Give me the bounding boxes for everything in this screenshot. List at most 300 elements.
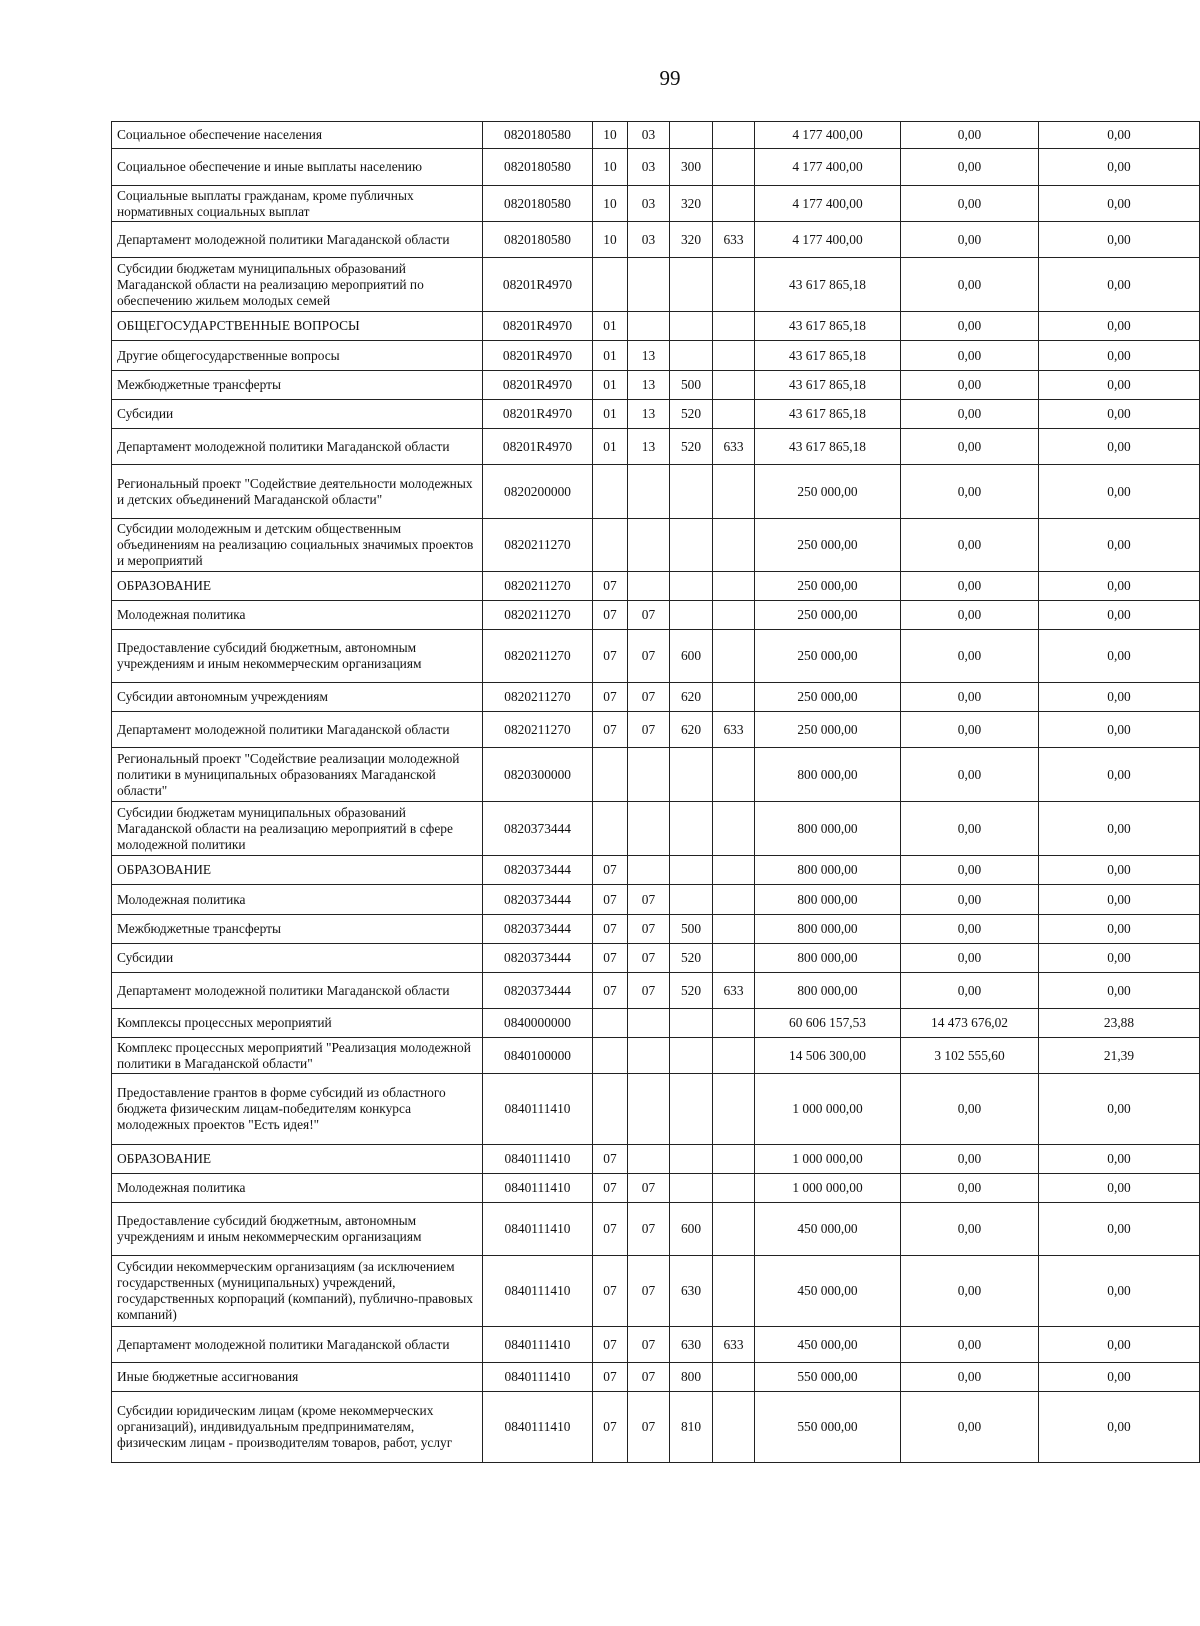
- cell-target-code: 08201R4970: [483, 400, 593, 429]
- cell-planned: 43 617 865,18: [755, 258, 901, 312]
- cell-planned: 450 000,00: [755, 1327, 901, 1363]
- cell-target-code: 0820211270: [483, 683, 593, 712]
- cell-subsection: 07: [628, 1363, 670, 1392]
- cell-name: Молодежная политика: [112, 885, 483, 915]
- cell-percent: 0,00: [1039, 1392, 1200, 1463]
- cell-section: [593, 258, 628, 312]
- cell-target-code: 0840111410: [483, 1256, 593, 1327]
- cell-target-code: 0820300000: [483, 748, 593, 802]
- table-row: [112, 683, 1200, 712]
- cell-expense-type: 630: [670, 1327, 713, 1363]
- cell-target-code: 08201R4970: [483, 341, 593, 371]
- cell-section: 07: [593, 1203, 628, 1256]
- cell-admin-code: [713, 1363, 755, 1392]
- cell-subsection: [628, 572, 670, 601]
- cell-name: ОБРАЗОВАНИЕ: [112, 1145, 483, 1174]
- cell-percent: 0,00: [1039, 856, 1200, 885]
- cell-name: Предоставление субсидий бюджетным, автономным учреждениям и иным некоммерческим организациям: [112, 1203, 483, 1256]
- cell-executed: 0,00: [901, 1074, 1039, 1145]
- cell-section: 07: [593, 630, 628, 683]
- cell-planned: 550 000,00: [755, 1392, 901, 1463]
- cell-subsection: 13: [628, 429, 670, 465]
- cell-percent: 0,00: [1039, 1074, 1200, 1145]
- cell-executed: 0,00: [901, 341, 1039, 371]
- cell-name: Комплекс процессных мероприятий "Реализация молодежной политики в Магаданской области": [112, 1038, 483, 1074]
- cell-executed: 0,00: [901, 856, 1039, 885]
- cell-executed: 0,00: [901, 802, 1039, 856]
- cell-section: 07: [593, 1327, 628, 1363]
- table-row: [112, 1363, 1200, 1392]
- cell-admin-code: [713, 519, 755, 572]
- cell-name: Субсидии бюджетам муниципальных образований Магаданской области на реализацию мероприятий в сфере молодежной политики: [112, 802, 483, 856]
- cell-planned: 43 617 865,18: [755, 341, 901, 371]
- cell-expense-type: 520: [670, 400, 713, 429]
- cell-target-code: 0840100000: [483, 1038, 593, 1074]
- cell-admin-code: 633: [713, 222, 755, 258]
- cell-subsection: 07: [628, 973, 670, 1009]
- cell-name: Департамент молодежной политики Магаданской области: [112, 1327, 483, 1363]
- cell-executed: 14 473 676,02: [901, 1009, 1039, 1038]
- cell-planned: 800 000,00: [755, 748, 901, 802]
- cell-percent: 0,00: [1039, 519, 1200, 572]
- cell-executed: 0,00: [901, 973, 1039, 1009]
- cell-expense-type: 800: [670, 1363, 713, 1392]
- cell-admin-code: [713, 601, 755, 630]
- cell-target-code: 0820211270: [483, 601, 593, 630]
- cell-name: Региональный проект "Содействие реализации молодежной политики в муниципальных образованиях Магаданской области": [112, 748, 483, 802]
- cell-executed: 0,00: [901, 465, 1039, 519]
- cell-planned: 450 000,00: [755, 1256, 901, 1327]
- cell-admin-code: 633: [713, 429, 755, 465]
- table-row: [112, 341, 1200, 371]
- cell-planned: 800 000,00: [755, 885, 901, 915]
- cell-percent: 23,88: [1039, 1009, 1200, 1038]
- cell-name: Субсидии: [112, 400, 483, 429]
- cell-percent: 0,00: [1039, 748, 1200, 802]
- cell-admin-code: [713, 630, 755, 683]
- cell-executed: 0,00: [901, 122, 1039, 149]
- table-row: [112, 122, 1200, 149]
- cell-executed: 0,00: [901, 601, 1039, 630]
- table-row: [112, 1256, 1200, 1327]
- cell-percent: 0,00: [1039, 1174, 1200, 1203]
- cell-section: [593, 519, 628, 572]
- cell-percent: 0,00: [1039, 400, 1200, 429]
- table-row: [112, 1009, 1200, 1038]
- cell-section: 10: [593, 186, 628, 222]
- table-row: [112, 802, 1200, 856]
- table-row: [112, 1203, 1200, 1256]
- cell-subsection: 07: [628, 1174, 670, 1203]
- cell-section: 01: [593, 429, 628, 465]
- cell-expense-type: 500: [670, 371, 713, 400]
- cell-admin-code: 633: [713, 1327, 755, 1363]
- cell-name: Иные бюджетные ассигнования: [112, 1363, 483, 1392]
- cell-target-code: 0820180580: [483, 149, 593, 186]
- cell-subsection: 07: [628, 601, 670, 630]
- cell-section: 07: [593, 1363, 628, 1392]
- cell-name: Межбюджетные трансферты: [112, 915, 483, 944]
- cell-subsection: [628, 1038, 670, 1074]
- cell-planned: 14 506 300,00: [755, 1038, 901, 1074]
- cell-section: 07: [593, 885, 628, 915]
- cell-subsection: 13: [628, 400, 670, 429]
- cell-percent: 21,39: [1039, 1038, 1200, 1074]
- cell-section: 01: [593, 341, 628, 371]
- cell-name: Социальное обеспечение населения: [112, 122, 483, 149]
- table-row: [112, 885, 1200, 915]
- cell-section: 07: [593, 856, 628, 885]
- cell-target-code: 08201R4970: [483, 258, 593, 312]
- cell-admin-code: [713, 371, 755, 400]
- cell-target-code: 08201R4970: [483, 429, 593, 465]
- cell-planned: 43 617 865,18: [755, 312, 901, 341]
- cell-section: 07: [593, 572, 628, 601]
- cell-planned: 43 617 865,18: [755, 400, 901, 429]
- cell-planned: 43 617 865,18: [755, 429, 901, 465]
- cell-section: 10: [593, 222, 628, 258]
- cell-target-code: 08201R4970: [483, 371, 593, 400]
- cell-target-code: 0840111410: [483, 1363, 593, 1392]
- cell-subsection: [628, 1074, 670, 1145]
- cell-executed: 0,00: [901, 429, 1039, 465]
- cell-executed: 0,00: [901, 1203, 1039, 1256]
- cell-section: [593, 1038, 628, 1074]
- cell-planned: 550 000,00: [755, 1363, 901, 1392]
- cell-executed: 0,00: [901, 1174, 1039, 1203]
- cell-percent: 0,00: [1039, 371, 1200, 400]
- cell-executed: 0,00: [901, 1145, 1039, 1174]
- cell-expense-type: 520: [670, 429, 713, 465]
- cell-admin-code: [713, 802, 755, 856]
- cell-executed: 0,00: [901, 258, 1039, 312]
- table-row: [112, 601, 1200, 630]
- cell-subsection: [628, 519, 670, 572]
- cell-name: Субсидии автономным учреждениям: [112, 683, 483, 712]
- cell-name: Другие общегосударственные вопросы: [112, 341, 483, 371]
- cell-percent: 0,00: [1039, 258, 1200, 312]
- cell-expense-type: [670, 1174, 713, 1203]
- cell-name: Региональный проект "Содействие деятельности молодежных и детских объединений Магаданской области": [112, 465, 483, 519]
- table-row: [112, 186, 1200, 222]
- cell-planned: 250 000,00: [755, 712, 901, 748]
- cell-admin-code: [713, 258, 755, 312]
- cell-target-code: 0840111410: [483, 1145, 593, 1174]
- table-row: [112, 1074, 1200, 1145]
- cell-section: 07: [593, 712, 628, 748]
- cell-expense-type: [670, 572, 713, 601]
- table-row: [112, 371, 1200, 400]
- cell-planned: 250 000,00: [755, 601, 901, 630]
- cell-section: 07: [593, 973, 628, 1009]
- cell-expense-type: [670, 856, 713, 885]
- cell-admin-code: [713, 149, 755, 186]
- cell-percent: 0,00: [1039, 1145, 1200, 1174]
- cell-section: 07: [593, 601, 628, 630]
- cell-expense-type: [670, 1145, 713, 1174]
- cell-executed: 0,00: [901, 1363, 1039, 1392]
- cell-subsection: 07: [628, 712, 670, 748]
- cell-name: Департамент молодежной политики Магаданской области: [112, 973, 483, 1009]
- cell-name: Социальные выплаты гражданам, кроме публичных нормативных социальных выплат: [112, 186, 483, 222]
- cell-section: 01: [593, 371, 628, 400]
- cell-executed: 0,00: [901, 371, 1039, 400]
- cell-percent: 0,00: [1039, 222, 1200, 258]
- cell-planned: 1 000 000,00: [755, 1074, 901, 1145]
- cell-planned: 4 177 400,00: [755, 222, 901, 258]
- cell-expense-type: [670, 519, 713, 572]
- budget-table: [111, 121, 1200, 1463]
- table-row: [112, 572, 1200, 601]
- cell-subsection: [628, 258, 670, 312]
- cell-planned: 450 000,00: [755, 1203, 901, 1256]
- cell-target-code: 0840111410: [483, 1327, 593, 1363]
- cell-executed: 0,00: [901, 519, 1039, 572]
- cell-subsection: 07: [628, 1327, 670, 1363]
- cell-admin-code: [713, 1256, 755, 1327]
- cell-target-code: 0820373444: [483, 915, 593, 944]
- cell-admin-code: [713, 1145, 755, 1174]
- cell-executed: 0,00: [901, 222, 1039, 258]
- cell-target-code: 0820373444: [483, 856, 593, 885]
- table-row: [112, 712, 1200, 748]
- cell-percent: 0,00: [1039, 572, 1200, 601]
- cell-admin-code: [713, 341, 755, 371]
- cell-name: ОБРАЗОВАНИЕ: [112, 572, 483, 601]
- cell-executed: 0,00: [901, 186, 1039, 222]
- cell-expense-type: [670, 1038, 713, 1074]
- cell-percent: 0,00: [1039, 341, 1200, 371]
- table-row: [112, 400, 1200, 429]
- cell-section: 10: [593, 149, 628, 186]
- cell-target-code: 0820373444: [483, 973, 593, 1009]
- cell-percent: 0,00: [1039, 944, 1200, 973]
- cell-target-code: 0820373444: [483, 885, 593, 915]
- cell-percent: 0,00: [1039, 312, 1200, 341]
- cell-expense-type: [670, 465, 713, 519]
- table-row: [112, 1038, 1200, 1074]
- cell-section: 07: [593, 1145, 628, 1174]
- table-row: [112, 222, 1200, 258]
- cell-admin-code: [713, 683, 755, 712]
- cell-section: [593, 748, 628, 802]
- cell-section: 10: [593, 122, 628, 149]
- cell-percent: 0,00: [1039, 630, 1200, 683]
- cell-subsection: 13: [628, 371, 670, 400]
- cell-name: Субсидии: [112, 944, 483, 973]
- cell-expense-type: 320: [670, 186, 713, 222]
- cell-section: 01: [593, 312, 628, 341]
- cell-executed: 0,00: [901, 1327, 1039, 1363]
- cell-subsection: 07: [628, 1203, 670, 1256]
- cell-subsection: [628, 465, 670, 519]
- cell-executed: 0,00: [901, 885, 1039, 915]
- cell-name: Департамент молодежной политики Магаданской области: [112, 222, 483, 258]
- cell-section: 07: [593, 944, 628, 973]
- cell-percent: 0,00: [1039, 122, 1200, 149]
- cell-expense-type: [670, 258, 713, 312]
- cell-section: 07: [593, 1392, 628, 1463]
- table-row: [112, 1392, 1200, 1463]
- cell-name: Комплексы процессных мероприятий: [112, 1009, 483, 1038]
- cell-planned: 250 000,00: [755, 465, 901, 519]
- cell-admin-code: 633: [713, 712, 755, 748]
- cell-percent: 0,00: [1039, 802, 1200, 856]
- cell-planned: 60 606 157,53: [755, 1009, 901, 1038]
- cell-subsection: 07: [628, 944, 670, 973]
- cell-target-code: 0820211270: [483, 712, 593, 748]
- cell-target-code: 08201R4970: [483, 312, 593, 341]
- cell-executed: 0,00: [901, 400, 1039, 429]
- table-row: [112, 465, 1200, 519]
- cell-name: Социальное обеспечение и иные выплаты населению: [112, 149, 483, 186]
- cell-admin-code: [713, 1074, 755, 1145]
- cell-planned: 4 177 400,00: [755, 122, 901, 149]
- cell-section: 07: [593, 1174, 628, 1203]
- cell-percent: 0,00: [1039, 1363, 1200, 1392]
- cell-expense-type: 810: [670, 1392, 713, 1463]
- cell-executed: 0,00: [901, 630, 1039, 683]
- cell-admin-code: [713, 1203, 755, 1256]
- cell-executed: 3 102 555,60: [901, 1038, 1039, 1074]
- cell-subsection: 03: [628, 149, 670, 186]
- cell-target-code: 0820211270: [483, 519, 593, 572]
- cell-subsection: 07: [628, 915, 670, 944]
- cell-target-code: 0840000000: [483, 1009, 593, 1038]
- cell-planned: 250 000,00: [755, 519, 901, 572]
- cell-admin-code: [713, 186, 755, 222]
- cell-percent: 0,00: [1039, 186, 1200, 222]
- cell-target-code: 0820180580: [483, 122, 593, 149]
- cell-percent: 0,00: [1039, 712, 1200, 748]
- cell-name: Департамент молодежной политики Магаданской области: [112, 712, 483, 748]
- table-row: [112, 1327, 1200, 1363]
- cell-expense-type: [670, 1074, 713, 1145]
- cell-subsection: [628, 856, 670, 885]
- cell-percent: 0,00: [1039, 601, 1200, 630]
- cell-section: [593, 1009, 628, 1038]
- cell-name: Молодежная политика: [112, 601, 483, 630]
- cell-expense-type: 500: [670, 915, 713, 944]
- cell-subsection: 07: [628, 683, 670, 712]
- cell-subsection: [628, 802, 670, 856]
- cell-planned: 4 177 400,00: [755, 149, 901, 186]
- cell-subsection: 07: [628, 630, 670, 683]
- cell-percent: 0,00: [1039, 1203, 1200, 1256]
- cell-target-code: 0840111410: [483, 1174, 593, 1203]
- cell-percent: 0,00: [1039, 149, 1200, 186]
- cell-section: [593, 802, 628, 856]
- table-row: [112, 1174, 1200, 1203]
- cell-subsection: [628, 312, 670, 341]
- cell-admin-code: [713, 312, 755, 341]
- cell-subsection: [628, 1145, 670, 1174]
- cell-target-code: 0820373444: [483, 944, 593, 973]
- cell-admin-code: [713, 1009, 755, 1038]
- cell-subsection: 07: [628, 885, 670, 915]
- table-row: [112, 630, 1200, 683]
- cell-planned: 800 000,00: [755, 944, 901, 973]
- cell-section: 07: [593, 683, 628, 712]
- cell-planned: 250 000,00: [755, 683, 901, 712]
- table-row: [112, 429, 1200, 465]
- cell-executed: 0,00: [901, 149, 1039, 186]
- cell-percent: 0,00: [1039, 973, 1200, 1009]
- cell-expense-type: 600: [670, 630, 713, 683]
- cell-admin-code: [713, 885, 755, 915]
- cell-name: ОБРАЗОВАНИЕ: [112, 856, 483, 885]
- cell-subsection: [628, 748, 670, 802]
- cell-planned: 800 000,00: [755, 856, 901, 885]
- cell-admin-code: [713, 748, 755, 802]
- cell-executed: 0,00: [901, 572, 1039, 601]
- cell-planned: 1 000 000,00: [755, 1174, 901, 1203]
- cell-subsection: 03: [628, 186, 670, 222]
- cell-name: Субсидии бюджетам муниципальных образований Магаданской области на реализацию мероприятий по обеспечению жильем молодых семей: [112, 258, 483, 312]
- cell-section: 07: [593, 1256, 628, 1327]
- cell-planned: 800 000,00: [755, 915, 901, 944]
- cell-expense-type: [670, 1009, 713, 1038]
- cell-subsection: 03: [628, 222, 670, 258]
- cell-admin-code: [713, 856, 755, 885]
- cell-expense-type: 300: [670, 149, 713, 186]
- cell-target-code: 0840111410: [483, 1074, 593, 1145]
- cell-percent: 0,00: [1039, 465, 1200, 519]
- cell-admin-code: [713, 1038, 755, 1074]
- cell-target-code: 0820180580: [483, 222, 593, 258]
- cell-expense-type: 620: [670, 683, 713, 712]
- cell-executed: 0,00: [901, 748, 1039, 802]
- cell-target-code: 0820211270: [483, 630, 593, 683]
- cell-expense-type: [670, 748, 713, 802]
- cell-name: Субсидии некоммерческим организациям (за исключением государственных (муниципальных) учреждений, государственных корпораций (компаний), публично-правовых компаний): [112, 1256, 483, 1327]
- cell-subsection: [628, 1009, 670, 1038]
- cell-planned: 800 000,00: [755, 973, 901, 1009]
- cell-expense-type: [670, 601, 713, 630]
- table-row: [112, 748, 1200, 802]
- cell-expense-type: [670, 885, 713, 915]
- table-row: [112, 519, 1200, 572]
- cell-name: Молодежная политика: [112, 1174, 483, 1203]
- cell-executed: 0,00: [901, 944, 1039, 973]
- cell-subsection: 03: [628, 122, 670, 149]
- cell-admin-code: 633: [713, 973, 755, 1009]
- cell-percent: 0,00: [1039, 1256, 1200, 1327]
- cell-percent: 0,00: [1039, 885, 1200, 915]
- cell-executed: 0,00: [901, 915, 1039, 944]
- cell-admin-code: [713, 465, 755, 519]
- cell-executed: 0,00: [901, 1392, 1039, 1463]
- cell-expense-type: 520: [670, 973, 713, 1009]
- cell-name: Департамент молодежной политики Магаданской области: [112, 429, 483, 465]
- table-row: [112, 856, 1200, 885]
- cell-expense-type: [670, 122, 713, 149]
- cell-admin-code: [713, 122, 755, 149]
- cell-planned: 43 617 865,18: [755, 371, 901, 400]
- cell-admin-code: [713, 1174, 755, 1203]
- cell-section: 07: [593, 915, 628, 944]
- cell-name: Межбюджетные трансферты: [112, 371, 483, 400]
- cell-percent: 0,00: [1039, 1327, 1200, 1363]
- cell-admin-code: [713, 915, 755, 944]
- cell-target-code: 0840111410: [483, 1392, 593, 1463]
- table-row: [112, 973, 1200, 1009]
- page-number: 99: [659, 66, 681, 90]
- cell-percent: 0,00: [1039, 915, 1200, 944]
- cell-section: [593, 1074, 628, 1145]
- cell-name: Субсидии молодежным и детским общественным объединениям на реализацию социальных значимых проектов и мероприятий: [112, 519, 483, 572]
- cell-section: 01: [593, 400, 628, 429]
